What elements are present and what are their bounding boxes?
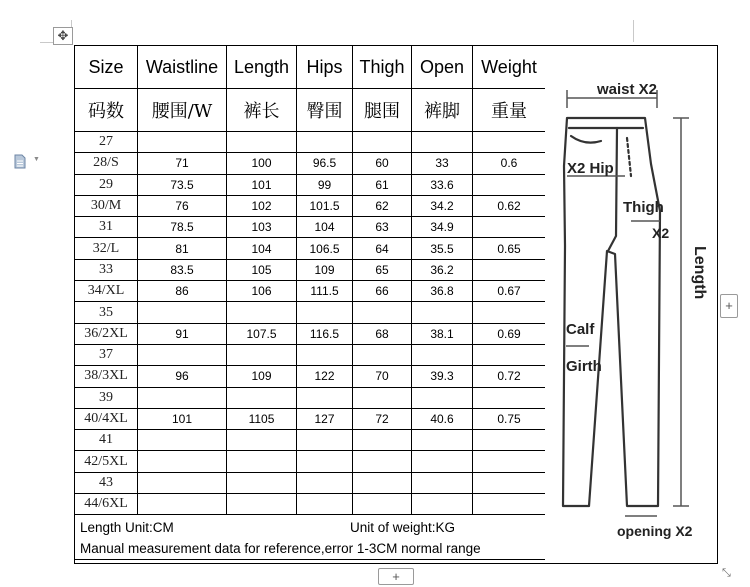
header-cell[interactable]: 裤脚: [412, 89, 473, 132]
measurement-cell[interactable]: [297, 132, 353, 153]
measurement-cell[interactable]: 116.5: [297, 323, 353, 344]
measurement-cell[interactable]: [473, 344, 546, 365]
table-header-row-zh: [75, 89, 546, 132]
measurement-cell[interactable]: 0.72: [473, 366, 546, 387]
diagram-label-girth: Girth: [566, 358, 602, 375]
diagram-label-calf: Calf: [566, 321, 595, 338]
measurement-cell[interactable]: [138, 344, 227, 365]
measurement-cell[interactable]: 104: [227, 238, 297, 259]
measurement-cell[interactable]: 61: [353, 174, 412, 195]
size-cell[interactable]: 31: [75, 217, 138, 238]
diagram-label-hip: X2 Hip: [567, 160, 614, 177]
measurement-cell[interactable]: [297, 494, 353, 515]
header-cell[interactable]: 重量: [473, 89, 546, 132]
size-cell[interactable]: 32/L: [75, 238, 138, 259]
measurement-cell[interactable]: [353, 430, 412, 451]
measurement-cell[interactable]: [138, 494, 227, 515]
measurement-cell[interactable]: [473, 174, 546, 195]
table-row: [75, 472, 546, 493]
measurement-cell[interactable]: [353, 302, 412, 323]
measurement-cell[interactable]: [227, 451, 297, 472]
measurement-cell[interactable]: 101: [138, 408, 227, 429]
measurement-cell[interactable]: [138, 387, 227, 408]
table-row: [75, 153, 546, 174]
measurement-cell[interactable]: [138, 451, 227, 472]
measurement-cell[interactable]: [297, 472, 353, 493]
measurement-cell[interactable]: 0.6: [473, 153, 546, 174]
table-row: [75, 430, 546, 451]
measurement-cell[interactable]: 83.5: [138, 259, 227, 280]
measurement-cell[interactable]: 102: [227, 195, 297, 216]
measurement-cell[interactable]: 39.3: [412, 366, 473, 387]
measurement-cell[interactable]: 106.5: [297, 238, 353, 259]
measurement-cell[interactable]: 96.5: [297, 153, 353, 174]
diagram-label-thigh: Thigh: [623, 199, 664, 216]
measurement-cell[interactable]: 96: [138, 366, 227, 387]
measurement-cell[interactable]: [473, 451, 546, 472]
measurement-cell[interactable]: 71: [138, 153, 227, 174]
measurement-cell[interactable]: [412, 472, 473, 493]
measurement-cell[interactable]: 33: [412, 153, 473, 174]
size-cell[interactable]: 27: [75, 132, 138, 153]
measurement-cell[interactable]: [227, 494, 297, 515]
measurement-cell[interactable]: 91: [138, 323, 227, 344]
measurement-cell[interactable]: 33.6: [412, 174, 473, 195]
table-row: [75, 323, 546, 344]
measurement-cell[interactable]: [227, 132, 297, 153]
header-cell[interactable]: Open: [412, 46, 473, 89]
measurement-cell[interactable]: [473, 387, 546, 408]
measurement-cell[interactable]: 65: [353, 259, 412, 280]
measurement-cell[interactable]: [473, 472, 546, 493]
measurement-cell[interactable]: [473, 132, 546, 153]
table-row: [75, 387, 546, 408]
size-cell[interactable]: 44/6XL: [75, 494, 138, 515]
pants-measurement-diagram: [545, 46, 717, 563]
size-cell[interactable]: 39: [75, 387, 138, 408]
table-row: [75, 451, 546, 472]
measurement-cell[interactable]: [138, 472, 227, 493]
resize-corner-icon[interactable]: ⤡: [722, 567, 731, 579]
measurement-cell[interactable]: [227, 472, 297, 493]
measurement-cell[interactable]: 122: [297, 366, 353, 387]
measurement-cell[interactable]: [412, 451, 473, 472]
diagram-label-thigh-x2: X2: [652, 225, 670, 241]
add-column-button[interactable]: +: [720, 294, 738, 318]
measurement-cell[interactable]: [473, 302, 546, 323]
size-cell[interactable]: 35: [75, 302, 138, 323]
measurement-cell[interactable]: [412, 494, 473, 515]
measurement-cell[interactable]: 63: [353, 217, 412, 238]
measurement-cell[interactable]: 1105: [227, 408, 297, 429]
measurement-cell[interactable]: 76: [138, 195, 227, 216]
measurement-cell[interactable]: [297, 430, 353, 451]
header-cell[interactable]: Weight: [473, 46, 546, 89]
header-cell[interactable]: 腿围: [353, 89, 412, 132]
measurement-cell[interactable]: [138, 430, 227, 451]
measurement-cell[interactable]: [297, 451, 353, 472]
measurement-cell[interactable]: 38.1: [412, 323, 473, 344]
measurement-cell[interactable]: 103: [227, 217, 297, 238]
measurement-cell[interactable]: 36.2: [412, 259, 473, 280]
size-cell[interactable]: 29: [75, 174, 138, 195]
table-row: [75, 174, 546, 195]
table-row: [75, 259, 546, 280]
measurement-cell[interactable]: 109: [297, 259, 353, 280]
size-cell[interactable]: 34/XL: [75, 281, 138, 302]
measurement-cell[interactable]: [412, 387, 473, 408]
header-cell[interactable]: 裤长: [227, 89, 297, 132]
measurement-cell[interactable]: 34.2: [412, 195, 473, 216]
measurement-cell[interactable]: 72: [353, 408, 412, 429]
measurement-cell[interactable]: 78.5: [138, 217, 227, 238]
diagram-label-opening: opening X2: [617, 523, 693, 539]
table-row: [75, 366, 546, 387]
measurement-cell[interactable]: [473, 494, 546, 515]
measurement-note: Manual measurement data for reference,error 1-3CM normal range: [80, 541, 481, 556]
header-cell[interactable]: 臀围: [297, 89, 353, 132]
measurement-cell[interactable]: 107.5: [227, 323, 297, 344]
margin-marker: [633, 20, 634, 42]
size-cell[interactable]: 41: [75, 430, 138, 451]
measurement-cell[interactable]: [473, 259, 546, 280]
measurement-cell[interactable]: [353, 451, 412, 472]
table-row: [75, 408, 546, 429]
measurement-cell[interactable]: 70: [353, 366, 412, 387]
measurement-cell[interactable]: [138, 132, 227, 153]
measurement-cell[interactable]: 64: [353, 238, 412, 259]
header-cell[interactable]: Length: [227, 46, 297, 89]
size-cell[interactable]: 42/5XL: [75, 451, 138, 472]
measurement-cell[interactable]: 106: [227, 281, 297, 302]
measurement-cell[interactable]: 101: [227, 174, 297, 195]
table-move-handle-icon[interactable]: ✥: [53, 27, 73, 45]
measurement-cell[interactable]: [412, 132, 473, 153]
size-cell[interactable]: 33: [75, 259, 138, 280]
size-cell[interactable]: 36/2XL: [75, 323, 138, 344]
measurement-cell[interactable]: 73.5: [138, 174, 227, 195]
size-cell[interactable]: 38/3XL: [75, 366, 138, 387]
document-icon[interactable]: [14, 154, 26, 169]
weight-unit-note: Unit of weight:KG: [350, 520, 456, 535]
measurement-cell[interactable]: [473, 430, 546, 451]
measurement-cell[interactable]: [227, 387, 297, 408]
measurement-cell[interactable]: [353, 132, 412, 153]
measurement-cell[interactable]: [412, 302, 473, 323]
table-row: [75, 195, 546, 216]
table-row: [75, 302, 546, 323]
measurement-cell[interactable]: 105: [227, 259, 297, 280]
measurement-cell[interactable]: 86: [138, 281, 227, 302]
measurement-cell[interactable]: 0.62: [473, 195, 546, 216]
diagram-label-length: Length: [691, 246, 708, 300]
measurement-cell[interactable]: [353, 387, 412, 408]
measurement-cell[interactable]: [353, 494, 412, 515]
measurement-cell[interactable]: [227, 344, 297, 365]
measurement-cell[interactable]: [353, 472, 412, 493]
size-cell[interactable]: 37: [75, 344, 138, 365]
measurement-cell[interactable]: [353, 344, 412, 365]
measurement-cell[interactable]: [297, 302, 353, 323]
chevron-down-icon[interactable]: ▼: [33, 156, 40, 163]
table-row: [75, 494, 546, 515]
size-cell[interactable]: 43: [75, 472, 138, 493]
measurement-cell[interactable]: [412, 430, 473, 451]
table-row: [75, 217, 546, 238]
measurement-cell[interactable]: [227, 302, 297, 323]
measurement-cell[interactable]: 60: [353, 153, 412, 174]
measurement-cell[interactable]: [227, 430, 297, 451]
table-row: [75, 344, 546, 365]
measurement-cell[interactable]: [412, 344, 473, 365]
measurement-cell[interactable]: 111.5: [297, 281, 353, 302]
measurement-cell[interactable]: 0.65: [473, 238, 546, 259]
table-row: [75, 238, 546, 259]
measurement-cell[interactable]: 34.9: [412, 217, 473, 238]
measurement-cell[interactable]: [297, 387, 353, 408]
measurement-cell[interactable]: 81: [138, 238, 227, 259]
table-header-row-en: [75, 46, 546, 89]
header-cell[interactable]: Size: [75, 46, 138, 89]
diagram-label-waist: waist X2: [597, 81, 658, 98]
length-unit-note: Length Unit:CM: [80, 520, 174, 535]
measurement-cell[interactable]: 40.6: [412, 408, 473, 429]
size-cell[interactable]: 40/4XL: [75, 408, 138, 429]
measurement-cell[interactable]: 36.8: [412, 281, 473, 302]
header-cell[interactable]: 码数: [75, 89, 138, 132]
measurement-cell[interactable]: 127: [297, 408, 353, 429]
table-row: [75, 281, 546, 302]
measurement-cell[interactable]: 104: [297, 217, 353, 238]
size-table: [74, 45, 546, 560]
measurement-cell[interactable]: 62: [353, 195, 412, 216]
header-cell[interactable]: 腰围/W: [138, 89, 227, 132]
measurement-cell[interactable]: 0.75: [473, 408, 546, 429]
measurement-cell[interactable]: 109: [227, 366, 297, 387]
table-row: [75, 132, 546, 153]
size-cell[interactable]: 28/S: [75, 153, 138, 174]
measurement-cell[interactable]: 99: [297, 174, 353, 195]
measurement-cell[interactable]: [138, 302, 227, 323]
header-cell[interactable]: Thigh: [353, 46, 412, 89]
size-cell[interactable]: 30/M: [75, 195, 138, 216]
measurement-cell[interactable]: [473, 217, 546, 238]
add-row-button[interactable]: +: [378, 568, 414, 585]
measurement-cell[interactable]: 100: [227, 153, 297, 174]
measurement-cell[interactable]: 101.5: [297, 195, 353, 216]
header-cell[interactable]: Hips: [297, 46, 353, 89]
measurement-cell[interactable]: 0.67: [473, 281, 546, 302]
measurement-cell[interactable]: 0.69: [473, 323, 546, 344]
measurement-cell[interactable]: 66: [353, 281, 412, 302]
header-cell[interactable]: Waistline: [138, 46, 227, 89]
measurement-cell[interactable]: [297, 344, 353, 365]
measurement-cell[interactable]: 68: [353, 323, 412, 344]
measurement-cell[interactable]: 35.5: [412, 238, 473, 259]
